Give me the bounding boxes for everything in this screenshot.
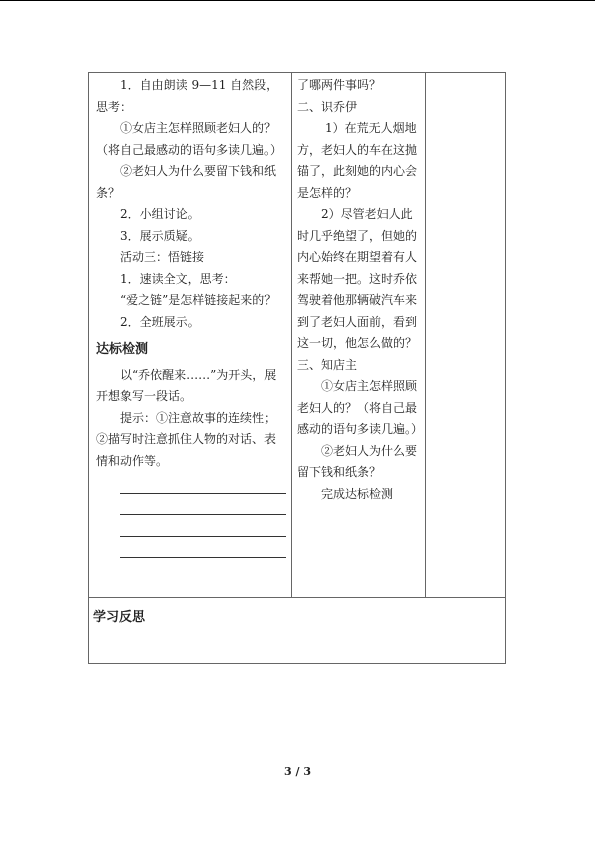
guide-text: ②老妇人为什么要留下钱和纸条？ — [297, 443, 418, 479]
guide-section-title: 二、识乔伊 — [297, 99, 358, 114]
guide-text: 1）在荒无人烟地方，老妇人的车在这抛锚了，此刻她的内心会是怎样的？ — [297, 121, 418, 200]
task-text: 2．全班展示。 — [120, 314, 200, 329]
reflection-heading: 学习反思 — [93, 610, 146, 625]
guide-text: 了哪两件事吗？ — [297, 78, 382, 92]
task-text: ②老妇人为什么要留下钱和纸条？ — [96, 164, 277, 200]
answer-line[interactable] — [120, 537, 286, 559]
writing-prompt: 以“乔依醒来……”为开头，展开想象写一段话。 — [96, 367, 277, 403]
answer-line[interactable] — [120, 494, 286, 516]
guide-section-title: 三、知店主 — [297, 357, 358, 372]
teacher-guide-column — [297, 75, 424, 505]
table-row-divider — [88, 597, 506, 598]
page-number: 3 / 3 — [284, 765, 311, 778]
student-activity-column — [96, 75, 286, 558]
header-rule — [0, 0, 595, 1]
guide-text: 完成达标检测 — [321, 486, 394, 501]
answer-line[interactable] — [120, 515, 286, 537]
task-text: 1．自由朗读 9—11 自然段，思考： — [96, 78, 279, 114]
guide-text: ①女店主怎样照顾老妇人的？（将自己最感动的语句多读几遍。） — [297, 379, 424, 436]
task-text: ①女店主怎样照顾老妇人的？（将自己最感动的语句多读几遍。） — [96, 121, 283, 157]
column-divider-1 — [291, 72, 292, 598]
task-text: 1．速读全文，思考： — [120, 271, 236, 286]
task-text: 3．展示质疑。 — [120, 228, 200, 243]
column-divider-2 — [425, 72, 426, 598]
task-text: 2．小组讨论。 — [120, 207, 200, 221]
answer-line[interactable] — [120, 472, 286, 494]
task-text: “爱之链”是怎样链接起来的？ — [120, 293, 277, 307]
activity-title: 活动三：悟链接 — [120, 250, 205, 264]
writing-hint: 提示：①注意故事的连续性；②描写时注意抓住人物的对话、表情和动作等。 — [96, 410, 277, 468]
guide-text: 2）尽管老妇人此时几乎绝望了，但她的内心始终在期望着有人来帮她一把。这时乔依驾驶着他那辆破汽车来到了老妇人面前，看到这一切，他怎么做的？ — [297, 207, 418, 350]
section-heading: 达标检测 — [96, 342, 149, 357]
